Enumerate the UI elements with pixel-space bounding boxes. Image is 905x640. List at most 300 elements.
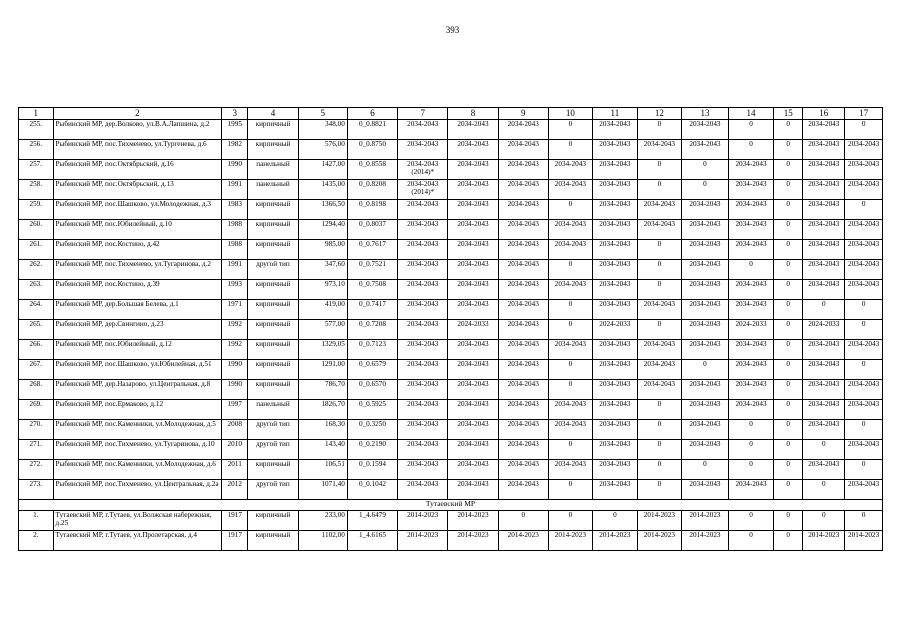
- table-row: [19, 480, 883, 500]
- table-cell: 2034-2043: [448, 240, 498, 260]
- table-cell: 2014-2023: [548, 531, 592, 551]
- table-cell: 2034-2043: [592, 120, 637, 140]
- column-header: 4: [248, 108, 298, 120]
- table-cell: 2034-2043: [637, 380, 681, 400]
- table-cell: 1990: [222, 360, 248, 380]
- table-cell: 0_0.1042: [347, 480, 397, 500]
- table-cell: 1427,00: [298, 160, 347, 180]
- table-cell: 2034-2043: [448, 360, 498, 380]
- table-cell: 0: [592, 511, 637, 531]
- table-cell: другой тип: [248, 440, 298, 460]
- table-cell: Рыбинский МР, пос.Юбилейный, д.10: [53, 220, 222, 240]
- table-cell: 2034-2043: [681, 380, 728, 400]
- table-cell: 2034-2043: [803, 200, 845, 220]
- table-cell: 2034-2043: [498, 320, 548, 340]
- table-row: [19, 160, 883, 180]
- table-cell: 1990: [222, 380, 248, 400]
- table-cell: 0: [548, 440, 592, 460]
- table-cell: 1997: [222, 400, 248, 420]
- table-cell: 2014-2023: [637, 531, 681, 551]
- table-cell: 2034-2043: [398, 220, 448, 240]
- table-cell: Рыбинский МР, пос.Тихменево, ул.Тугаринова, д.2: [53, 260, 222, 280]
- table-cell: 2034-2043: [845, 180, 883, 200]
- table-cell: 2024-2033: [729, 320, 774, 340]
- column-header: 8: [448, 108, 498, 120]
- table-cell: 0: [548, 360, 592, 380]
- table-cell: 2034-2043: [398, 420, 448, 440]
- table-cell: Рыбинский МР, пос.Каменники, ул.Молодежная, д.5: [53, 420, 222, 440]
- table-row: [19, 180, 883, 200]
- table-cell: кирпичный: [248, 460, 298, 480]
- table-cell: Рыбинский МР, дер.Назарово, ул.Центральная, д.8: [53, 380, 222, 400]
- table-cell: 2034-2043: [398, 260, 448, 280]
- page-number: 393: [445, 25, 460, 35]
- table-cell: 2034-2043: [498, 340, 548, 360]
- table-cell: 2034-2043: [803, 160, 845, 180]
- table-cell: 2034-2043: [592, 420, 637, 440]
- table-cell: Рыбинский МР, дер.Свингино, д.23: [53, 320, 222, 340]
- table-cell: 2034-2043: [729, 200, 774, 220]
- table-cell: 2034-2043: [592, 460, 637, 480]
- column-header: 2: [53, 108, 222, 120]
- table-cell: 1_4.6479: [347, 511, 397, 531]
- table-cell: 786,70: [298, 380, 347, 400]
- table-cell: 2034-2043: [845, 400, 883, 420]
- table-cell: 0: [774, 420, 803, 440]
- table-cell: 0: [637, 260, 681, 280]
- table-cell: 0_0.6570: [347, 380, 397, 400]
- table-cell: 0: [774, 200, 803, 220]
- table-cell: 0: [548, 320, 592, 340]
- table-cell: 0: [774, 140, 803, 160]
- table-cell: 2034-2043: [845, 480, 883, 500]
- table-cell: 2014-2023: [592, 531, 637, 551]
- table-cell: 2014-2023: [398, 531, 448, 551]
- table-cell: 2034-2043: [803, 400, 845, 420]
- table-cell: 0: [774, 460, 803, 480]
- table-cell: кирпичный: [248, 531, 298, 551]
- table-cell: 1992: [222, 340, 248, 360]
- table-cell: 0: [729, 120, 774, 140]
- table-cell: 2034-2043: [498, 440, 548, 460]
- table-cell: 2034-2043: [398, 340, 448, 360]
- table-cell: 0: [681, 180, 728, 200]
- table-cell: кирпичный: [248, 240, 298, 260]
- column-header: 16: [803, 108, 845, 120]
- table-cell: 2034-2043: [729, 240, 774, 260]
- table-cell: 2034-2043: [448, 480, 498, 500]
- table-cell: 0: [774, 320, 803, 340]
- table-cell: 2034-2043: [398, 380, 448, 400]
- table-cell: 0: [498, 511, 548, 531]
- table-cell: 985,00: [298, 240, 347, 260]
- table-cell: 0: [845, 320, 883, 340]
- table-cell: панельный: [248, 400, 298, 420]
- table-cell: кирпичный: [248, 200, 298, 220]
- table-cell: Рыбинский МР, пос.Костино, д.39: [53, 280, 222, 300]
- table-cell: кирпичный: [248, 511, 298, 531]
- column-header: 14: [729, 108, 774, 120]
- table-cell: 2034-2043: [398, 440, 448, 460]
- table-cell: 1995: [222, 120, 248, 140]
- table-cell: 0: [637, 320, 681, 340]
- table-cell: 2034-2043: [803, 460, 845, 480]
- table-cell: 2034-2043: [845, 440, 883, 460]
- table-cell: 261.: [19, 240, 54, 260]
- table-cell: 2034-2043: [548, 340, 592, 360]
- table-cell: 1.: [19, 511, 54, 531]
- table-cell: 0: [548, 300, 592, 320]
- table-cell: 0: [548, 511, 592, 531]
- table-row: [19, 240, 883, 260]
- table-cell: 0_0.8037: [347, 220, 397, 240]
- table-cell: 2034-2043: [803, 220, 845, 240]
- table-cell: 0: [774, 340, 803, 360]
- table-cell: 1071,40: [298, 480, 347, 500]
- table-cell: 2034-2043: [448, 300, 498, 320]
- table-row: [19, 200, 883, 220]
- table-cell: 2034-2043: [681, 280, 728, 300]
- table-cell: 2034-2043: [448, 460, 498, 480]
- table-cell: 1917: [222, 531, 248, 551]
- table-cell: 267.: [19, 360, 54, 380]
- table-cell: 0: [845, 120, 883, 140]
- table-cell: 2034-2043: [548, 460, 592, 480]
- table-cell: 0_0.3250: [347, 420, 397, 440]
- table-cell: 2034-2043: [398, 300, 448, 320]
- table-cell: 2034-2043: [637, 220, 681, 240]
- table-cell: 2014-2023: [681, 531, 728, 551]
- table-cell: 2034-2043: [398, 320, 448, 340]
- table-cell: 2034-2043: [592, 380, 637, 400]
- table-cell: 262.: [19, 260, 54, 280]
- table-cell: Рыбинский МР, пос.Костино, д.42: [53, 240, 222, 260]
- table-cell: 2034-2043: [592, 160, 637, 180]
- table-cell: 2034-2043: [448, 160, 498, 180]
- table-cell: 2034-2043: [448, 120, 498, 140]
- table-cell: 2034-2043: [681, 420, 728, 440]
- table-cell: 1971: [222, 300, 248, 320]
- table-row: [19, 140, 883, 160]
- table-cell: 0: [774, 531, 803, 551]
- table-cell: 0: [774, 120, 803, 140]
- table-cell: 0: [637, 240, 681, 260]
- table-cell: 2034-2043: [637, 340, 681, 360]
- table-cell: 2034-2043: [448, 180, 498, 200]
- table-cell: 2034-2043: [548, 180, 592, 200]
- table-cell: 0: [548, 260, 592, 280]
- table-row: [19, 531, 883, 551]
- column-header: 17: [845, 108, 883, 120]
- table-row: [19, 120, 883, 140]
- table-cell: 2034-2043: [448, 420, 498, 440]
- table-cell: 2034-2043: [803, 340, 845, 360]
- table-cell: 0: [637, 120, 681, 140]
- table-cell: 0: [774, 240, 803, 260]
- table-cell: 2034-2043: [845, 380, 883, 400]
- table-cell: 2034-2043: [729, 480, 774, 500]
- table-cell: 2034-2043: [681, 320, 728, 340]
- table-cell: 0: [774, 380, 803, 400]
- table-cell: 2014-2023: [448, 511, 498, 531]
- table-cell: 2034-2043: [845, 220, 883, 240]
- table-cell: 263.: [19, 280, 54, 300]
- table-cell: 2034-2043: [398, 240, 448, 260]
- table-cell: 2034-2043: [681, 120, 728, 140]
- table-cell: 0_0.7208: [347, 320, 397, 340]
- table-cell: 2034-2043: [498, 200, 548, 220]
- table-cell: 1992: [222, 320, 248, 340]
- column-header: 15: [774, 108, 803, 120]
- table-cell: 271.: [19, 440, 54, 460]
- table-cell: 0: [774, 260, 803, 280]
- table-cell: 2034-2043: [498, 400, 548, 420]
- table-cell: 2034-2043: [681, 300, 728, 320]
- table-cell: 2034-2043: [398, 400, 448, 420]
- table-cell: Рыбинский МР, пос.Тихменево, ул.Центральная, д.2а: [53, 480, 222, 500]
- table-cell: 0: [774, 440, 803, 460]
- table-cell: 2034-2043: [845, 240, 883, 260]
- table-cell: 2034-2043: [498, 360, 548, 380]
- table-cell: кирпичный: [248, 280, 298, 300]
- table-cell: другой тип: [248, 420, 298, 440]
- table-cell: 2034-2043: [681, 200, 728, 220]
- column-header: 6: [347, 108, 397, 120]
- table-cell: 2034-2043: [681, 340, 728, 360]
- table-cell: 0: [548, 120, 592, 140]
- table-cell: 2034-2043: [548, 400, 592, 420]
- column-header: 9: [498, 108, 548, 120]
- table-cell: 1366,50: [298, 200, 347, 220]
- table-cell: 272.: [19, 460, 54, 480]
- table-cell: 2014-2023: [637, 511, 681, 531]
- table-cell: 2034-2043: [592, 140, 637, 160]
- table-cell: 2014-2023: [681, 511, 728, 531]
- table-cell: 1991: [222, 260, 248, 280]
- table-cell: 2034-2043: [448, 400, 498, 420]
- table-cell: 2034-2043: [498, 140, 548, 160]
- table-cell: другой тип: [248, 480, 298, 500]
- table-cell: 2014-2023: [845, 531, 883, 551]
- table-cell: 0: [548, 380, 592, 400]
- table-cell: 0: [729, 420, 774, 440]
- table-cell: 0_0.8558: [347, 160, 397, 180]
- table-cell: 2034-2043: [592, 200, 637, 220]
- table-cell: 260.: [19, 220, 54, 240]
- table-cell: 2034-2043: [729, 180, 774, 200]
- table-cell: 0_0.7521: [347, 260, 397, 280]
- table-row: [19, 380, 883, 400]
- table-cell: Рыбинский МР, пос.Октябрьский, д.16: [53, 160, 222, 180]
- table-cell: 2034-2043: [729, 360, 774, 380]
- table-cell: 2034-2043: [498, 240, 548, 260]
- table-cell: 0: [681, 460, 728, 480]
- column-header: 5: [298, 108, 347, 120]
- table-cell: кирпичный: [248, 300, 298, 320]
- table-cell: Рыбинский МР, пос.Тихменево, ул.Тургенева, д.6: [53, 140, 222, 160]
- column-header: 11: [592, 108, 637, 120]
- table-cell: 0: [729, 531, 774, 551]
- table-cell: 257.: [19, 160, 54, 180]
- table-cell: 2034-2043: [845, 160, 883, 180]
- table-cell: 973,10: [298, 280, 347, 300]
- table-cell: 0: [774, 180, 803, 200]
- table-cell: 0: [803, 480, 845, 500]
- table-cell: 1291,00: [298, 360, 347, 380]
- table-cell: 576,00: [298, 140, 347, 160]
- table-cell: 1982: [222, 140, 248, 160]
- table-cell: 2034-2043: [448, 380, 498, 400]
- table-cell: 0_0.7617: [347, 240, 397, 260]
- table-cell: 2.: [19, 531, 54, 551]
- table-cell: 2034-2043: [448, 280, 498, 300]
- table-cell: 0: [729, 260, 774, 280]
- column-header: 3: [222, 108, 248, 120]
- table-cell: панельный: [248, 160, 298, 180]
- table-cell: 2034-2043: [637, 140, 681, 160]
- table-cell: 255.: [19, 120, 54, 140]
- table-cell: 2034-2043: [729, 380, 774, 400]
- table-cell: 2034-2043: [803, 280, 845, 300]
- table-cell: 2034-2043: [803, 380, 845, 400]
- table-cell: 2024-2033: [803, 320, 845, 340]
- table-cell: другой тип: [248, 260, 298, 280]
- table-cell: 2034-2043: [803, 240, 845, 260]
- table-cell: 0: [774, 220, 803, 240]
- table-cell: Рыбинский МР, пос.Каменники, ул.Молодежная, д.6: [53, 460, 222, 480]
- table-cell: 1826,70: [298, 400, 347, 420]
- table-cell: 2034-2043 (2014)*: [398, 180, 448, 200]
- table-cell: 0: [845, 300, 883, 320]
- table-cell: 0: [548, 480, 592, 500]
- table-cell: Рыбинский МР, пос.Ермаково, д.12: [53, 400, 222, 420]
- table-cell: Рыбинский МР, дер.Волково, ул.В.А.Лапшина, д.2: [53, 120, 222, 140]
- table-cell: 2024-2033: [448, 320, 498, 340]
- housing-register-table: [18, 107, 883, 551]
- table-cell: Рыбинский МР, пос.Тихменево, ул.Тугаринова, д.10: [53, 440, 222, 460]
- table-cell: 0: [774, 280, 803, 300]
- table-cell: 0: [845, 360, 883, 380]
- table-cell: 2034-2043: [729, 220, 774, 240]
- table-cell: 2034-2043: [498, 280, 548, 300]
- table-cell: Рыбинский МР, пос.Шашково, ул.Юбилейная, д.51: [53, 360, 222, 380]
- table-cell: кирпичный: [248, 120, 298, 140]
- table-cell: 2034-2043: [548, 280, 592, 300]
- table-cell: 2034-2043: [398, 280, 448, 300]
- table-cell: 2034-2043: [729, 280, 774, 300]
- table-cell: 2034-2043: [548, 240, 592, 260]
- table-cell: 0: [637, 480, 681, 500]
- table-cell: 2008: [222, 420, 248, 440]
- table-cell: 2034-2043: [498, 380, 548, 400]
- table-cell: 2034-2043: [803, 120, 845, 140]
- table-cell: 0_0.1594: [347, 460, 397, 480]
- table-cell: 2034-2043: [448, 440, 498, 460]
- table-cell: 168,30: [298, 420, 347, 440]
- table-cell: 2034-2043: [398, 480, 448, 500]
- table-cell: 2034-2043: [398, 120, 448, 140]
- table-cell: 2034-2043: [592, 360, 637, 380]
- table-cell: 2034-2043: [803, 260, 845, 280]
- table-cell: 2034-2043: [592, 340, 637, 360]
- table-cell: 2011: [222, 460, 248, 480]
- table-cell: 2034-2043: [729, 400, 774, 420]
- table-cell: 269.: [19, 400, 54, 420]
- table-cell: 0: [774, 511, 803, 531]
- table-cell: 2034-2043: [681, 480, 728, 500]
- table-cell: 0: [845, 460, 883, 480]
- table-cell: 2034-2043: [637, 200, 681, 220]
- table-cell: 2034-2043: [498, 480, 548, 500]
- table-row: [19, 420, 883, 440]
- table-row: [19, 340, 883, 360]
- table-cell: 2014-2023: [498, 531, 548, 551]
- table-cell: 2034-2043: [845, 260, 883, 280]
- table-cell: 233,00: [298, 511, 347, 531]
- table-cell: 0: [774, 160, 803, 180]
- table-cell: 2034-2043: [681, 140, 728, 160]
- column-header: 1: [19, 108, 54, 120]
- table-cell: 2010: [222, 440, 248, 460]
- table-cell: 2034-2043: [592, 180, 637, 200]
- table-cell: панельный: [248, 180, 298, 200]
- table-cell: 0_0.8208: [347, 180, 397, 200]
- table-cell: 0_0.8821: [347, 120, 397, 140]
- table-cell: 2034-2043: [803, 420, 845, 440]
- table-cell: 0: [637, 440, 681, 460]
- table-cell: 0_0.5925: [347, 400, 397, 420]
- table-cell: 2034-2043: [637, 300, 681, 320]
- table-row: [19, 440, 883, 460]
- table-row: [19, 400, 883, 420]
- table-cell: 2034-2043: [592, 260, 637, 280]
- table-cell: 273.: [19, 480, 54, 500]
- table-cell: 2034-2043: [498, 220, 548, 240]
- table-cell: кирпичный: [248, 320, 298, 340]
- table-cell: 0: [774, 480, 803, 500]
- table-cell: 1988: [222, 220, 248, 240]
- table-cell: 2034-2043: [448, 200, 498, 220]
- table-cell: 0: [729, 140, 774, 160]
- table-cell: 0: [637, 400, 681, 420]
- table-cell: 2034-2043: [498, 420, 548, 440]
- table-cell: Рыбинский МР, пос.Шашково, ул.Молодежная, д.3: [53, 200, 222, 220]
- table-cell: 1983: [222, 200, 248, 220]
- table-cell: 264.: [19, 300, 54, 320]
- column-header: 7: [398, 108, 448, 120]
- table-cell: 2034-2043: [681, 240, 728, 260]
- table-cell: 0: [845, 511, 883, 531]
- table-cell: 577,00: [298, 320, 347, 340]
- table-cell: 2034-2043: [548, 160, 592, 180]
- table-cell: 2034-2043: [729, 340, 774, 360]
- table-cell: кирпичный: [248, 220, 298, 240]
- table-cell: 2034-2043: [729, 300, 774, 320]
- table-cell: 2034-2043: [548, 220, 592, 240]
- table-cell: кирпичный: [248, 360, 298, 380]
- table-cell: 2034-2043: [729, 160, 774, 180]
- table-cell: 0_0.7417: [347, 300, 397, 320]
- table-cell: 2034-2043: [548, 420, 592, 440]
- table-cell: 0: [729, 511, 774, 531]
- table-cell: 265.: [19, 320, 54, 340]
- table-cell: 0: [774, 400, 803, 420]
- column-header: 13: [681, 108, 728, 120]
- table-cell: 0: [548, 140, 592, 160]
- table-cell: 1993: [222, 280, 248, 300]
- table-cell: 2034-2043: [398, 200, 448, 220]
- table-cell: 0: [774, 360, 803, 380]
